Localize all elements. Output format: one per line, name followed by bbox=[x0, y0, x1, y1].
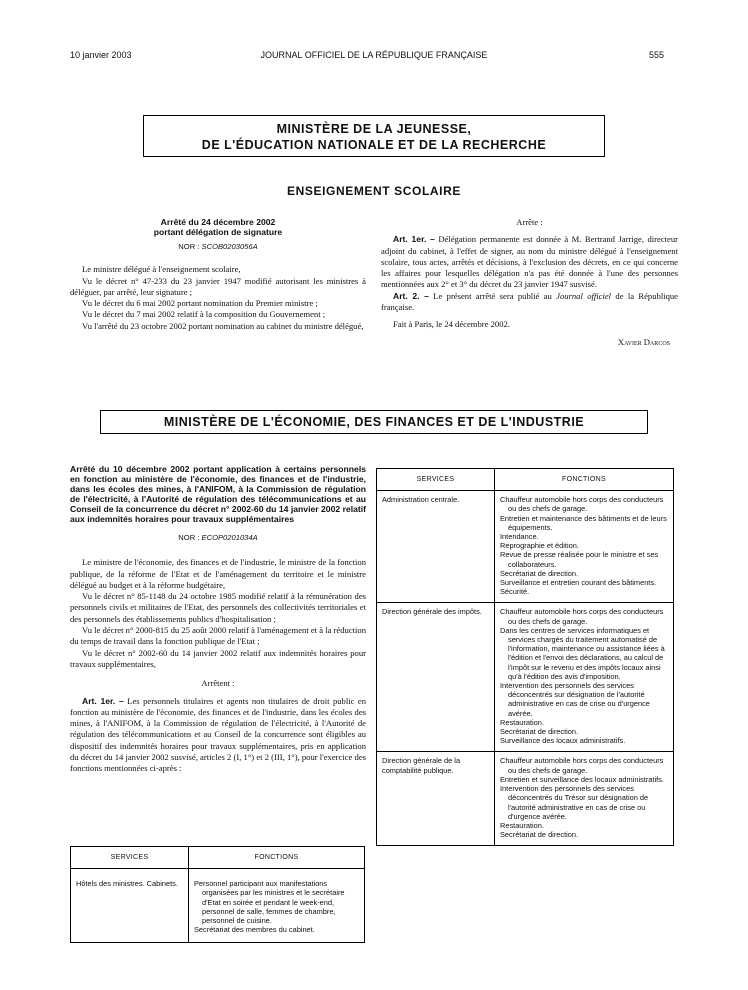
functions-table-left bbox=[70, 846, 365, 943]
column-header-functions: FONCTIONS bbox=[495, 469, 674, 491]
arrete2-visa: Vu le décret n° 2000-815 du 25 août 2000 relatif à l'aménagement et à la réduction du temps de travail dans la fonction publique de l'Etat ; bbox=[70, 625, 366, 647]
functions-cell bbox=[495, 603, 674, 752]
arrete1-right-column bbox=[381, 217, 678, 348]
table-row bbox=[377, 491, 674, 603]
arrete1-nor-code: SCOB0203056A bbox=[201, 242, 258, 251]
function-item: Reprographie et édition. bbox=[500, 541, 579, 551]
ministry-box-economy bbox=[100, 410, 648, 434]
header-date: 10 janvier 2003 bbox=[70, 50, 132, 60]
table-header-row bbox=[377, 469, 674, 491]
function-item: Chauffeur automobile hors corps des conducteurs ou des chefs de garage. bbox=[500, 495, 664, 514]
function-item: Intervention des personnels des services déconcentrés du Trésor sur désignation de l'autorité administrative en cas de crise ou d'urgence avérée. bbox=[500, 784, 649, 821]
arrete1-done: Fait à Paris, le 24 décembre 2002. bbox=[393, 319, 510, 330]
function-item: Revue de presse réalisée pour le ministre et ses collaborateurs. bbox=[500, 550, 659, 569]
function-item: Chauffeur automobile hors corps des conducteurs ou des chefs de garage. bbox=[500, 607, 664, 626]
functions-cell bbox=[495, 752, 674, 846]
arrete2-intro: Le ministre de l'économie, des finances et de l'industrie, le ministre de la fonction publique, de la réforme de l'Etat et de l'aménagement du territoire et le ministre délégué au budget et à la réforme budgétaire, bbox=[70, 557, 366, 590]
arrete1-title-line1: Arrêté du 24 décembre 2002 bbox=[160, 217, 276, 227]
arrete1-nor-label: NOR : bbox=[178, 242, 200, 251]
arrete1-nor bbox=[70, 241, 366, 252]
function-item: Restauration. bbox=[500, 717, 544, 727]
functions-table-right bbox=[376, 468, 674, 846]
function-item: Entretien et maintenance des bâtiments et de leurs équipements. bbox=[500, 513, 667, 532]
arrete1-visa: Vu le décret du 7 mai 2002 relatif à la composition du Gouvernement ; bbox=[82, 309, 326, 320]
ministry-economy-line1: MINISTÈRE DE L'ÉCONOMIE, DES FINANCES ET DE L'INDUSTRIE bbox=[163, 415, 585, 429]
service-cell: Direction générale de la comptabilité publique. bbox=[377, 752, 495, 846]
arrete2-article1 bbox=[70, 696, 366, 775]
column-header-functions: FONCTIONS bbox=[189, 847, 365, 869]
function-item: Secrétariat de direction. bbox=[500, 568, 579, 578]
column-header-services: SERVICES bbox=[377, 469, 495, 491]
header-journal-title: JOURNAL OFFICIEL DE LA RÉPUBLIQUE FRANÇAISE bbox=[260, 50, 488, 60]
arrete1-title bbox=[70, 217, 366, 237]
arrete1-visa: Vu le décret n° 47-233 du 23 janvier 1947 modifié autorisant les ministres à déléguer, par arrêté, leur signature ; bbox=[70, 275, 366, 297]
ministry-box-education bbox=[143, 115, 605, 157]
function-item: Chauffeur automobile hors corps des conducteurs ou des chefs de garage. bbox=[500, 756, 664, 775]
arrete1-article2-text-b: de la République française. bbox=[381, 290, 678, 313]
function-item: Intervention des personnels des services déconcentrés sur désignation de l'autorité administrative en cas de crise ou d'urgence avérée. bbox=[500, 681, 650, 718]
arrete1-article2-text-a: Le présent arrêté sera publié au bbox=[433, 290, 557, 301]
function-item: Sécurité. bbox=[500, 587, 530, 597]
function-item: Restauration. bbox=[500, 820, 544, 830]
section-title: ENSEIGNEMENT SCOLAIRE bbox=[287, 184, 461, 198]
function-item: Surveillance des locaux administratifs. bbox=[500, 736, 626, 746]
arrete1-article2-label: Art. 2. – bbox=[393, 290, 429, 301]
function-item: Surveillance et entretien courant des bâtiments. bbox=[500, 578, 657, 588]
function-item: Personnel participant aux manifestations organisées par les ministres et le secrétaire d'Etat en soirée et pendant le week-end, personnel de salle, femmes de chambre, personnel de cuisine. bbox=[194, 879, 345, 926]
arrete2-left-column bbox=[70, 464, 366, 775]
arrete2-title: Arrêté du 10 décembre 2002 portant application à certains personnels en fonction au ministère de l'économie, des finances et de l'industrie, dans les écoles des mines, à l'ANIFOM, à la Commission de régulation de l'électricité, à l'Autorité de régulation des télécommunications et au Conseil de la concurrence du décret n° 2002-60 du 14 janvier 2002 relatif aux indemnités horaires pour travaux supplémentaires bbox=[70, 464, 366, 524]
table-row bbox=[377, 603, 674, 752]
arrete1-article1-text: Délégation permanente est donnée à M. Bertrand Jarrige, directeur adjoint du cabinet, à l'effet de signer, au nom du ministre délégué à l'enseignement scolaire, tous actes, arrêtés et décisions, à l'exclusion des décrets, en ce qui concerne les affaires pour lesquelles délégation n'a pas été donnée à l'une des personnes mentionnées aux 2° et 3° du décret du 23 janvier 1947 susvisé. bbox=[381, 234, 678, 290]
table-header-row bbox=[71, 847, 365, 869]
table-row bbox=[71, 869, 365, 943]
functions-cell bbox=[495, 491, 674, 603]
arrete1-intro: Le ministre délégué à l'enseignement scolaire, bbox=[82, 264, 241, 275]
function-item: Intendance. bbox=[500, 532, 539, 542]
column-header-services: SERVICES bbox=[71, 847, 189, 869]
arrete2-nor bbox=[70, 532, 366, 543]
arrete2-arretent-word: Arrêtent : bbox=[201, 678, 235, 689]
service-cell: Administration centrale. bbox=[377, 491, 495, 603]
arrete2-visa: Vu le décret n° 2002-60 du 14 janvier 2002 relatif aux indemnités horaires pour travaux supplémentaires, bbox=[70, 647, 366, 669]
arrete2-article1-text: Les personnels titulaires et agents non titulaires de droit public en fonction au ministère de l'économie, des finances et de l'industrie, dans les écoles des mines, à l'ANIFOM, à la Commission de régulation de l'électricité, à l'Autorité de régulation des télécommunications et au Conseil de la concurrence sont éligibles au dispositif des indemnités horaires pour travaux supplémentaires, pris en application du décret du 14 janvier 2002 susvisé, articles 2 (I, 1°) et 2 (III, 1°), pour l'exercice des fonctions mentionnées ci-après : bbox=[70, 695, 366, 774]
function-item: Secrétariat de direction. bbox=[500, 727, 579, 737]
function-item: Entretien et surveillance des locaux administratifs. bbox=[500, 774, 664, 784]
arrete1-title-line2: portant délégation de signature bbox=[153, 227, 283, 237]
arrete1-article1-label: Art. 1er. – bbox=[393, 234, 435, 245]
arrete2-nor-code: ECOP0201034A bbox=[201, 533, 258, 542]
arrete2-visa: Vu le décret n° 85-1148 du 24 octobre 1985 modifié relatif à la rémunération des personnels civils et militaires de l'Etat, des personnels des collectivités territoriales et des personnels des établissements publics d'hospitalisation ; bbox=[70, 591, 366, 624]
arrete1-article1 bbox=[381, 234, 678, 290]
arrete1-visa: Vu l'arrêté du 23 octobre 2002 portant nomination au cabinet du ministre délégué, bbox=[82, 320, 364, 331]
arrete2-nor-label: NOR : bbox=[178, 533, 200, 542]
ministry-education-line2: DE L'ÉDUCATION NATIONALE ET DE LA RECHERCHE bbox=[201, 138, 547, 152]
functions-cell bbox=[189, 869, 365, 943]
function-item: Secrétariat de direction. bbox=[500, 830, 579, 840]
ministry-education-line1: MINISTÈRE DE LA JEUNESSE, bbox=[276, 122, 472, 136]
function-item: Dans les centres de services informatiques et services chargés du traitement automatisé de l'information, maintenance ou assistance liées à l'édition et l'envoi des déclarations, au calcul de l'impôt sur le revenu et des impôts locaux ainsi qu'à l'édition des avis d'imposition. bbox=[500, 625, 665, 681]
service-cell: Hôtels des ministres. Cabinets. bbox=[71, 869, 189, 943]
service-cell: Direction générale des impôts. bbox=[377, 603, 495, 752]
arrete1-left-column bbox=[70, 217, 366, 332]
table-row bbox=[377, 752, 674, 846]
arrete1-signature: Xavier Darcos bbox=[617, 336, 670, 347]
arrete1-visa: Vu le décret du 6 mai 2002 portant nomination du Premier ministre ; bbox=[82, 298, 318, 309]
function-item: Secrétariat des membres du cabinet. bbox=[194, 925, 315, 935]
arrete1-arrete-word: Arrête : bbox=[516, 217, 543, 227]
arrete2-article1-label: Art. 1er. – bbox=[82, 695, 124, 706]
arrete1-article2 bbox=[381, 291, 678, 314]
header-page-number: 555 bbox=[649, 50, 665, 60]
arrete1-article2-journal: Journal officiel bbox=[556, 290, 612, 301]
